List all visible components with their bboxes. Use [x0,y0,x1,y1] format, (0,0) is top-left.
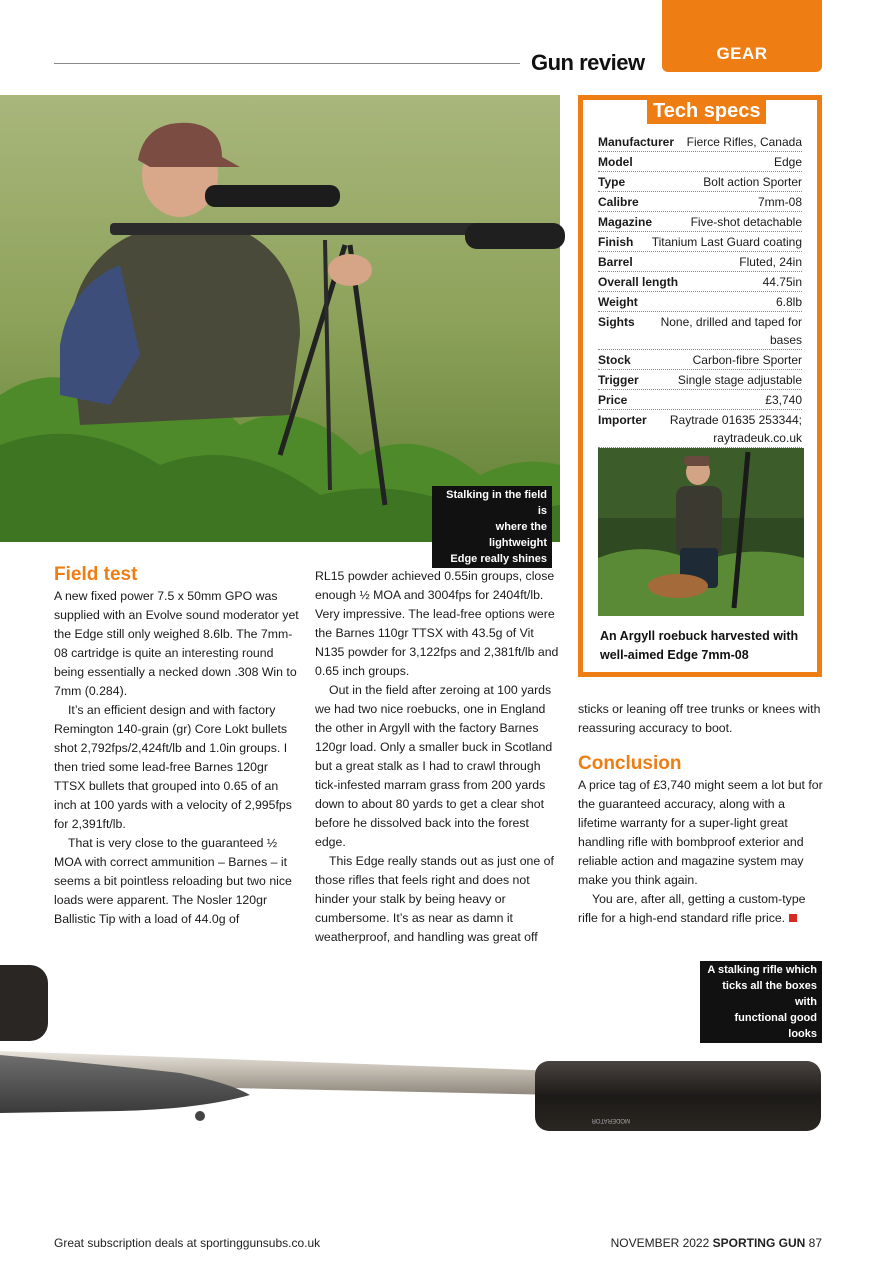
spec-value: Titanium Last Guard coating [651,235,802,249]
spec-row [598,152,802,172]
spec-row [598,370,802,390]
spec-row [598,172,802,192]
spec-label: Price [598,393,628,407]
main-photo [0,95,560,565]
caption-line: A stalking rifle which [707,964,817,976]
spec-label: Importer [598,413,647,427]
spec-value: 6.8lb [775,295,802,309]
spec-value: Single stage adjustable [677,373,802,387]
header-rule [54,63,520,64]
spec-label: Trigger [598,373,639,387]
paragraph: RL15 powder achieved 0.55in groups, close enough ½ MOA and 3004fps for 2404ft/lb. Very impressive. The lead-free options were the Barnes 110gr TTSX with 43.5g of Vit N135 powder for 3,122fps and 2,381ft/lb and 0.65 inch groups. [315,569,559,678]
section-tab: GEAR [662,0,822,72]
section-title: Gun review [531,50,645,75]
paragraph: That is very close to the guaranteed ½ MOA with correct ammunition – Barnes – it seems a bit pointless reloading but two nice loads were apparent. The Nosler 120gr Ballistic Tip with a load of 44.0g of [54,836,292,926]
caption-line: Edge really shines [450,553,547,565]
spec-row [598,232,802,252]
spec-row [598,272,802,292]
paragraph: You are, after all, getting a custom-type rifle for a high-end standard rifle price. [578,892,806,925]
spec-row [598,390,802,410]
spec-value: £3,740 [765,393,802,407]
caption-line: functional good looks [734,1012,817,1040]
caption-line: where the lightweight [488,521,547,549]
caption-line: ticks all the boxes with [722,980,817,1008]
spec-label: Sights [598,315,635,329]
spec-row [598,132,802,152]
spec-value: Carbon-fibre Sporter [692,353,802,367]
article-column-3 [578,700,824,928]
rifle-photo [0,955,876,1145]
spec-label: Calibre [598,195,639,209]
spec-value: Five-shot detachable [690,215,802,229]
tech-specs-box [578,95,822,677]
spec-value: Bolt action Sporter [703,175,802,189]
spec-value: Raytrade 01635 253344; raytradeuk.co.uk [669,413,802,445]
caption-line: Stalking in the field is [446,489,547,517]
article-column-1 [54,563,300,929]
inset-photo-caption: An Argyll roebuck harvested with well-aimed Edge 7mm-08 [600,629,799,662]
tech-specs-title: Tech specs [647,98,766,124]
page-number: 87 [808,1236,822,1250]
paragraph: This Edge really stands out as just one of those rifles that feels right and does not hinder your stalk by being heavy or cumbersome. It’s as near as damn it weatherproof, and handling was great off [315,854,554,944]
main-photo-caption [432,486,552,568]
spec-value: 44.75in [762,275,802,289]
spec-label: Magazine [598,215,653,229]
spec-value: Edge [773,155,802,169]
paragraph: A new fixed power 7.5 x 50mm GPO was supplied with an Evolve sound moderator yet the Edge still only weighed 8.6lb. The 7mm-08 cartridge is quite an interesting round being essentially a necked down .308 Win to 7mm (0.284). [54,589,299,698]
spec-value: 7mm-08 [757,195,802,209]
spec-label: Stock [598,353,631,367]
spec-label: Model [598,155,633,169]
spec-label: Barrel [598,255,633,269]
paragraph: Out in the field after zeroing at 100 yards we had two nice roebucks, one in England the other in Argyll with the factory Barnes 120gr load. Only a smaller buck in Scotland but a great stalk as I had to crawl through tick-infested marram grass from 200 yards down to about 80 yards to get a clear shot before he dissolved back into the forest edge. [315,683,553,849]
spec-label: Weight [598,295,638,309]
footer-subscription: Great subscription deals at sportinggunsubs.co.uk [54,1236,321,1250]
spec-row [598,350,802,370]
spec-value: Fierce Rifles, Canada [686,135,802,149]
spec-row [598,312,802,350]
spec-row [598,212,802,232]
spec-value: Fluted, 24in [739,255,802,269]
spec-table [598,132,802,448]
spec-label: Overall length [598,275,679,289]
spec-row [598,192,802,212]
spec-row [598,292,802,312]
paragraph: sticks or leaning off tree trunks or knees with reassuring accuracy to boot. [578,702,821,735]
paragraph: A price tag of £3,740 might seem a lot but for the guaranteed accuracy, along with a lifetime warranty for a super-light great handling rifle with bombproof exterior and reliable action and magazine system may make you think again. [578,778,823,887]
spec-label: Type [598,175,626,189]
spec-label: Manufacturer [598,135,675,149]
conclusion-heading: Conclusion [578,753,682,774]
field-test-heading: Field test [54,564,138,585]
footer-magazine: SPORTING GUN [712,1236,806,1250]
footer-month: NOVEMBER 2022 [610,1236,710,1250]
inset-photo [598,448,804,616]
rifle-photo-caption [700,961,822,1043]
moderator-text: MODERATOR [591,1117,630,1123]
article-column-2 [315,567,563,947]
footer-page-info [611,1236,822,1250]
spec-label: Finish [598,235,634,249]
spec-row [598,410,802,448]
spec-value: None, drilled and taped for bases [660,315,802,347]
spec-row [598,252,802,272]
end-mark-icon [789,914,797,922]
paragraph: It’s an efficient design and with factory Remington 140-grain (gr) Core Lokt bullets shot 2,792fps/2,424ft/lb and 1.0in groups. I then tried some lead-free Barnes 120gr TTSX bullets that grouped into 0.65 of an inch at 100 yards with a velocity of 2,995fps for 2,391ft/lb. [54,703,292,831]
